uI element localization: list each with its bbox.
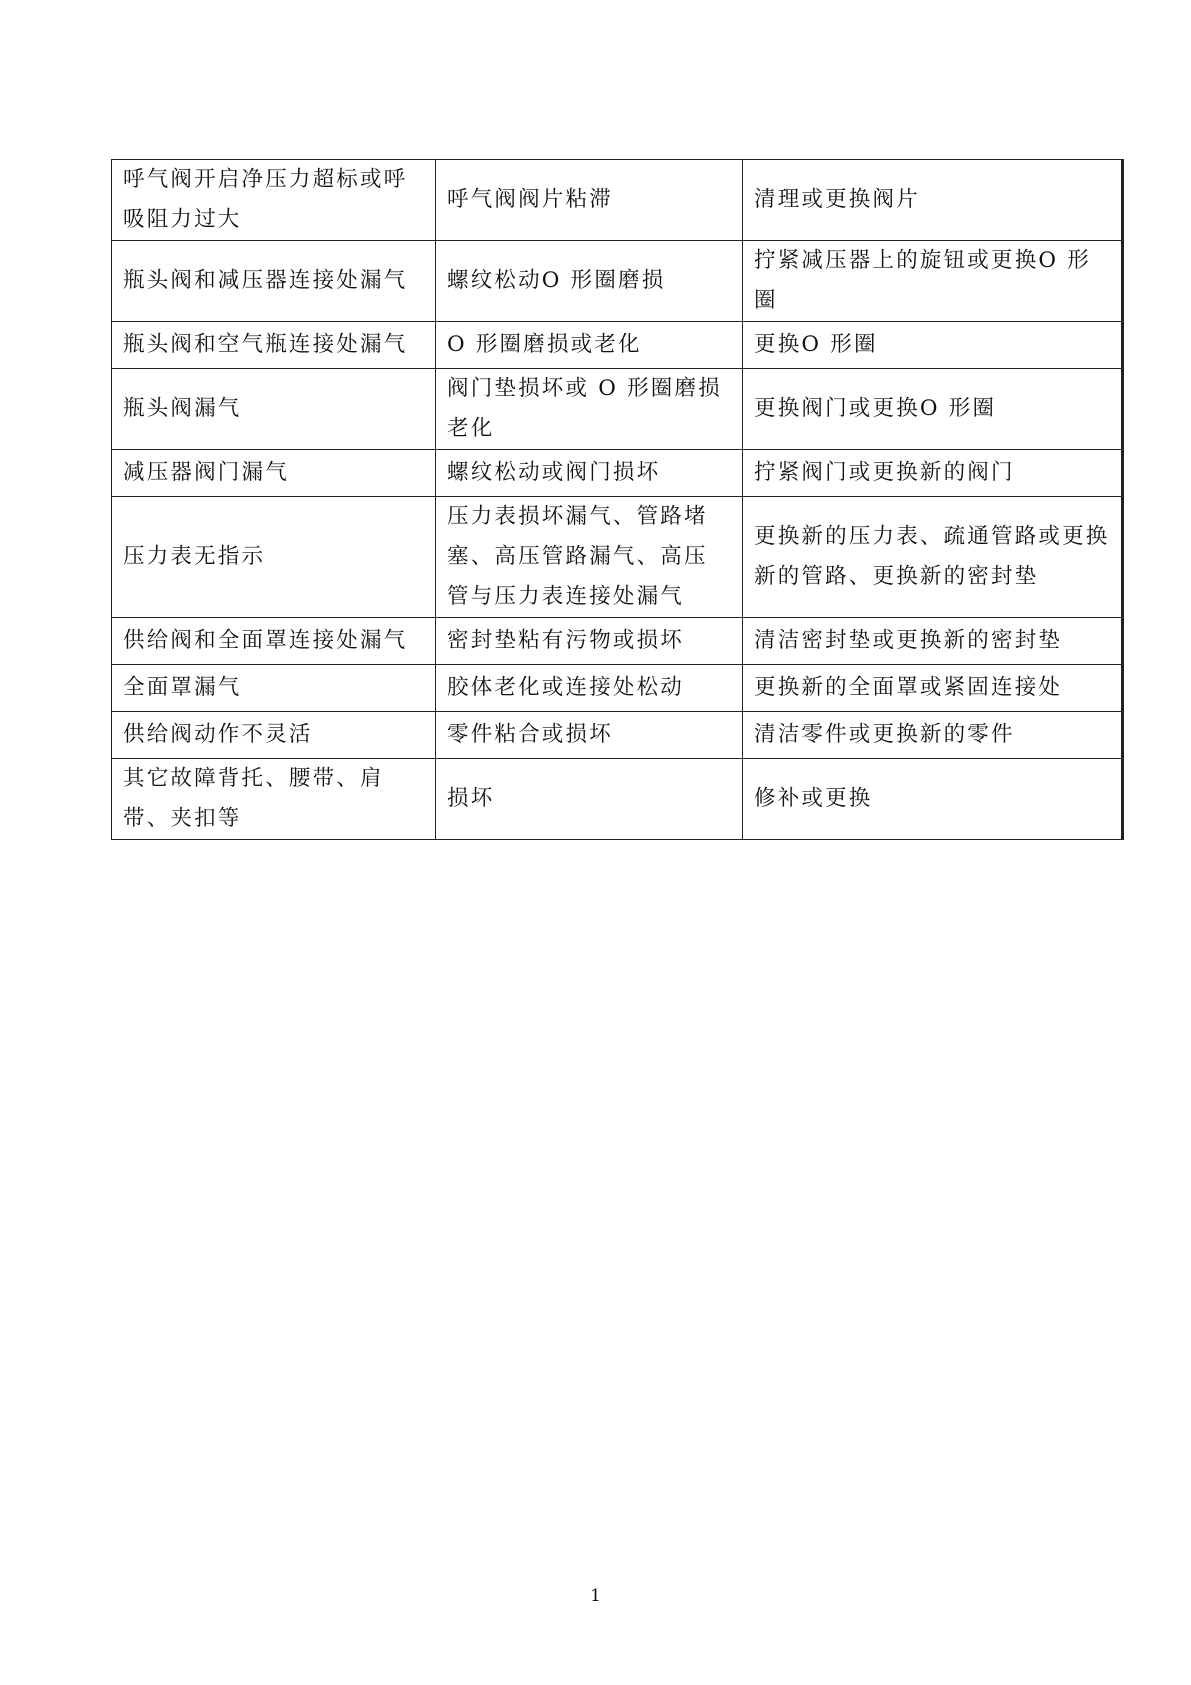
cause-cell: 螺纹松动或阀门损坏: [436, 450, 743, 497]
remedy-cell: 修补或更换: [743, 759, 1123, 840]
remedy-cell: 拧紧阀门或更换新的阀门: [743, 450, 1123, 497]
table-row: [112, 759, 1123, 840]
cause-cell: O 形圈磨损或老化: [436, 322, 743, 369]
table-row: [112, 665, 1123, 712]
fault-table: [111, 159, 1124, 840]
remedy-cell: 清洁零件或更换新的零件: [743, 712, 1123, 759]
remedy-cell: 清洁密封垫或更换新的密封垫: [743, 618, 1123, 665]
fault-cell: 瓶头阀和空气瓶连接处漏气: [112, 322, 436, 369]
remedy-cell: 更换新的压力表、疏通管路或更换新的管路、更换新的密封垫: [743, 497, 1123, 618]
cause-cell: 阀门垫损坏或 O 形圈磨损老化: [436, 369, 743, 450]
cause-cell: 压力表损坏漏气、管路堵塞、高压管路漏气、高压管与压力表连接处漏气: [436, 497, 743, 618]
cause-cell: 密封垫粘有污物或损坏: [436, 618, 743, 665]
fault-cell: 供给阀动作不灵活: [112, 712, 436, 759]
cause-cell: 螺纹松动O 形圈磨损: [436, 241, 743, 322]
table-row: [112, 618, 1123, 665]
table-row: [112, 241, 1123, 322]
table-row: [112, 497, 1123, 618]
fault-cell: 减压器阀门漏气: [112, 450, 436, 497]
fault-cell: 供给阀和全面罩连接处漏气: [112, 618, 436, 665]
remedy-cell: 拧紧减压器上的旋钮或更换O 形圈: [743, 241, 1123, 322]
table-row: [112, 712, 1123, 759]
fault-cell: 瓶头阀和减压器连接处漏气: [112, 241, 436, 322]
cause-cell: 呼气阀阀片粘滞: [436, 160, 743, 241]
remedy-cell: 清理或更换阀片: [743, 160, 1123, 241]
table-row: [112, 322, 1123, 369]
remedy-cell: 更换新的全面罩或紧固连接处: [743, 665, 1123, 712]
table-row: [112, 160, 1123, 241]
table-row: [112, 369, 1123, 450]
fault-cell: 呼气阀开启净压力超标或呼吸阻力过大: [112, 160, 436, 241]
fault-cell: 瓶头阀漏气: [112, 369, 436, 450]
cause-cell: 胶体老化或连接处松动: [436, 665, 743, 712]
remedy-cell: 更换O 形圈: [743, 322, 1123, 369]
cause-cell: 损坏: [436, 759, 743, 840]
remedy-cell: 更换阀门或更换O 形圈: [743, 369, 1123, 450]
page-number: 1: [590, 1586, 601, 1606]
cause-cell: 零件粘合或损坏: [436, 712, 743, 759]
fault-cell: 其它故障背托、腰带、肩带、夹扣等: [112, 759, 436, 840]
fault-cell: 全面罩漏气: [112, 665, 436, 712]
table-row: [112, 450, 1123, 497]
fault-cell: 压力表无指示: [112, 497, 436, 618]
